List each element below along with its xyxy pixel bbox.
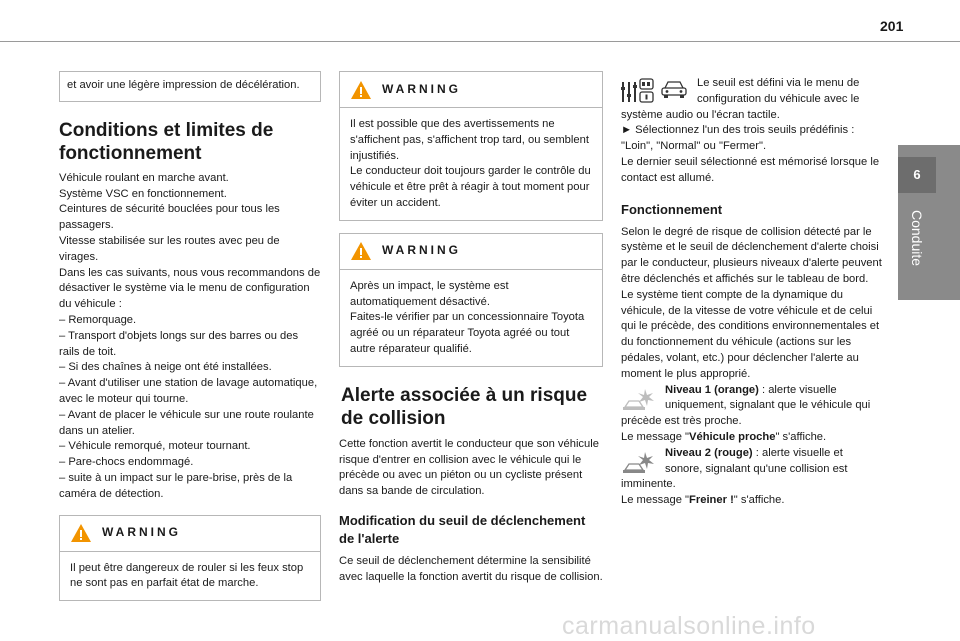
warning-text: Après un impact, le système est automatiquement désactivé. bbox=[350, 279, 509, 308]
message-1-prefix: Le message " bbox=[621, 430, 690, 443]
conditions-line: – suite à un impact sur le pare-brise, près de la caméra de détection. bbox=[59, 471, 293, 500]
settings-menu-icon bbox=[621, 76, 655, 106]
warning-text: Faites-le vérifier par un concessionnaire Toyota agréé ou un réparateur Toyota agréé ou tout autre réparateur qualifié. bbox=[350, 311, 585, 355]
operation-text-2: Le système tient compte de la dynamique du véhicule, de la vitesse de votre véhicule et de celui qui le précède, des conditions environnementales et du fonctionnement du véhicule (actions sur les pédales, volant, etc.) pour déclencher l'alerte au moment le plus approprié. bbox=[621, 288, 880, 380]
warning-header bbox=[340, 234, 602, 270]
section-title-collision-alert: Alerte associée à un risque de collision bbox=[341, 384, 588, 429]
level-2-item bbox=[621, 446, 883, 493]
continued-note: et avoir une légère impression de décélération. bbox=[67, 79, 300, 91]
warning-box-impact bbox=[339, 233, 603, 367]
column-2 bbox=[339, 71, 603, 586]
message-2-prefix: Le message " bbox=[621, 494, 690, 507]
collision-alert-text: Cette fonction avertit le conducteur que son véhicule risque d'entrer en collision avec le véhicule qui le précède ou avec un piéton ou un cycliste présent dans sa bande de circulation. bbox=[339, 437, 599, 498]
message-1 bbox=[621, 430, 883, 446]
subsection-title-operation: Fonctionnement bbox=[621, 201, 723, 217]
warning-triangle-icon bbox=[350, 80, 372, 100]
level-1-item bbox=[621, 383, 883, 430]
chapter-label: Conduite bbox=[909, 210, 925, 267]
warning-title: WARNING bbox=[382, 81, 461, 96]
conditions-line: – Véhicule remorqué, moteur tournant. bbox=[59, 440, 251, 453]
chapter-number: 6 bbox=[898, 157, 936, 193]
conditions-line: – Avant de placer le véhicule sur une route roulante dans un atelier. bbox=[59, 408, 314, 437]
warning-triangle-icon bbox=[70, 523, 92, 543]
threshold-bullet: ► Sélectionnez l'un des trois seuils prédéfinis : "Loin", "Normal" ou "Fermer". bbox=[621, 124, 855, 153]
message-1-text: Véhicule proche bbox=[689, 430, 776, 443]
section-title-conditions: Conditions et limites de fonctionnement bbox=[59, 119, 274, 164]
warning-text: Le conducteur doit toujours garder le contrôle du véhicule et être prêt à réagir à tout moment pour éviter un accident. bbox=[350, 165, 591, 209]
level-2-label: Niveau 2 (rouge) bbox=[665, 446, 753, 459]
warning-triangle-icon bbox=[350, 241, 372, 261]
conditions-line: – Pare-chocs endommagé. bbox=[59, 456, 194, 469]
warning-body bbox=[340, 270, 602, 366]
warning-box-alerts bbox=[339, 71, 603, 221]
header-rule bbox=[0, 41, 960, 42]
column-1 bbox=[59, 71, 321, 601]
conditions-line: – Avant d'utiliser une station de lavage automatique, avec le moteur qui tourne. bbox=[59, 377, 318, 405]
message-2-suffix: " s'affiche. bbox=[733, 494, 785, 507]
conditions-line: Système VSC en fonctionnement. bbox=[59, 187, 227, 200]
car-front-icon bbox=[659, 78, 689, 102]
conditions-line: Dans les cas suivants, nous vous recommandons de désactiver le système via le menu de configuration du véhicule : bbox=[59, 266, 321, 311]
level-1-text bbox=[621, 383, 883, 430]
warning-title: WARNING bbox=[102, 525, 181, 540]
conditions-line: Ceintures de sécurité bouclées pour tous les passagers. bbox=[59, 203, 280, 232]
message-2 bbox=[621, 493, 883, 509]
warning-title: WARNING bbox=[382, 243, 461, 258]
warning-text: Il est possible que des avertissements ne s'affichent pas, s'affichent trop tard, ou semblent injustifiés. bbox=[350, 118, 589, 162]
conditions-line: Vitesse stabilisée sur les routes avec peu de virages. bbox=[59, 234, 280, 263]
threshold-memo: Le dernier seuil sélectionné est mémorisé lorsque le contact est allumé. bbox=[621, 155, 880, 184]
warning-body bbox=[60, 552, 320, 601]
column-3 bbox=[621, 76, 883, 509]
level-2-text bbox=[621, 446, 883, 493]
level-1-label: Niveau 1 (orange) bbox=[665, 383, 759, 396]
level-1-desc: : alerte visuelle uniquement, signalant que le véhicule qui précède est très proche. bbox=[621, 383, 871, 428]
conditions-line: Véhicule roulant en marche avant. bbox=[59, 171, 229, 184]
warning-header bbox=[340, 72, 602, 108]
threshold-settings bbox=[621, 76, 883, 123]
page-number: 201 bbox=[880, 18, 904, 34]
continued-note-box bbox=[59, 71, 321, 102]
subsection-title-threshold: Modification du seuil de déclenchement de l'alerte bbox=[339, 512, 586, 546]
message-2-text: Freiner ! bbox=[689, 494, 734, 507]
warning-text: Il peut être dangereux de rouler si les feux stop ne sont pas en parfait état de marche. bbox=[70, 561, 304, 590]
threshold-intro: Le seuil est défini via le menu de configuration du véhicule avec le système audio ou l'écran tactile. bbox=[621, 77, 860, 121]
conditions-list bbox=[59, 171, 321, 503]
operation-text-1: Selon le degré de risque de collision détecté par le système et le seuil de déclenchement d'alerte choisi par le conducteur, plusieurs niveaux d'alerte peuvent être déclenchés et affichés sur le tableau de bord. bbox=[621, 225, 882, 285]
collision-alert-level-1-icon bbox=[621, 385, 657, 413]
warning-box-brake-lights bbox=[59, 515, 321, 602]
conditions-line: – Transport d'objets longs sur des barres ou des rails de toit. bbox=[59, 329, 299, 358]
message-1-suffix: " s'affiche. bbox=[775, 430, 827, 443]
threshold-text: Ce seuil de déclenchement détermine la sensibilité avec laquelle la fonction avertit du risque de collision. bbox=[339, 554, 603, 583]
collision-alert-level-2-icon bbox=[621, 448, 657, 476]
conditions-line: – Remorquage. bbox=[59, 313, 137, 326]
level-2-desc: : alerte visuelle et sonore, signalant qu'une collision est imminente. bbox=[621, 446, 848, 491]
warning-header bbox=[60, 516, 320, 552]
warning-body bbox=[340, 108, 602, 220]
conditions-line: – Si des chaînes à neige ont été installées. bbox=[59, 361, 272, 374]
watermark: carmanualsonline.info bbox=[562, 612, 816, 640]
